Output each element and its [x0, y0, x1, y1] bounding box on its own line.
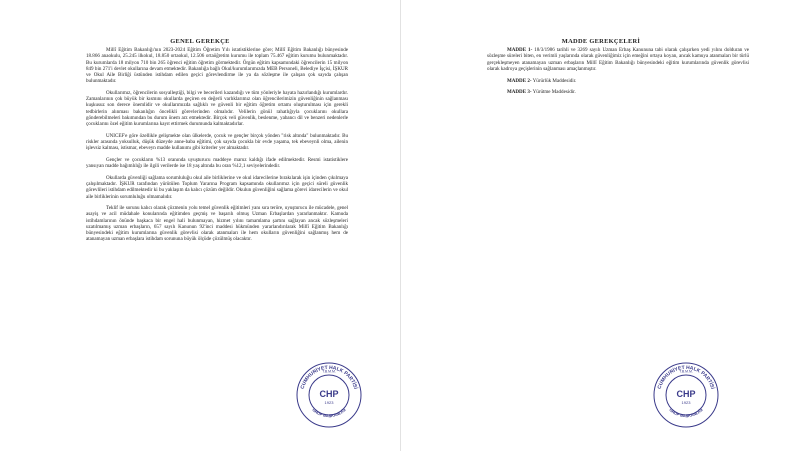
svg-text:CHP: CHP [676, 389, 696, 399]
svg-text:CHP: CHP [319, 389, 339, 399]
article-list [487, 47, 749, 101]
article-label: MADDE 2- [507, 77, 532, 84]
paragraph: UNICEF'e göre özellikle gelişmekte olan ülkelerde, çocuk ve gençler birçok yönden "risk altında" bulunmaktadır. Bu riskler arasında yoksulluk, düşük düzeyde anne-baba eğitimi, çok sayıda çocukla bir evde yaşama, tek ebeveynli olma, ailenin işlevsiz kalması, istismar, ebeveyn madde kullanımı gibi kriterler yer almaktadır. [86, 132, 348, 152]
article-text: Yürürlük Maddesidir. [532, 77, 577, 84]
svg-text:GRUP BAŞKANLIĞI: GRUP BAŞKANLIĞI [668, 407, 704, 419]
svg-text:GRUP BAŞKANLIĞI: GRUP BAŞKANLIĞI [311, 407, 347, 419]
svg-text:1923: 1923 [324, 400, 334, 405]
body-text [86, 47, 348, 248]
party-seal-stamp [294, 360, 364, 430]
article-item [487, 78, 749, 84]
paragraph: Millî Eğitim Bakanlığı'nın 2023-2024 Eğitim Öğretim Yılı istatistiklerine göre; Millî Eğitim Bakanlığı bünyesinde 18.866 anaokulu, 25.245 ilkokul, 18.850 ortaokul, 12.506 ortaöğretim kurumu ile toplam 75.467 eğitim kurumu bulunmaktadır. Bu kurumlarda 18 milyon 710 bin 265 öğrenci eğitim öğretim görmektedir. Örgün eğitim kapsamındaki öğrencilerin 15 milyon 849 bin 271'i devlet okullarına devam etmektedir. Bakanlığa bağlı Okul/kurumlarımızda MEB Personeli, Belediye İşçisi, İŞKUR ve Okul Aile Birliği üstünden istihdam edilen geçici görevlendirme ile ya da sözleşme ile çalışan çok sayıda çalışan bulunmaktadır. [86, 47, 348, 85]
page-title: MADDE GEREKÇELERİ [561, 38, 641, 45]
party-seal-stamp [651, 360, 721, 430]
svg-text:T.B.M.M.: T.B.M.M. [322, 369, 336, 374]
article-item [487, 89, 749, 95]
article-item [487, 47, 749, 72]
document-page-right [400, 0, 800, 451]
svg-text:1923: 1923 [681, 400, 691, 405]
paragraph: Gençler ve çocukların %13 oranında uyuşturucu maddeye maruz kaldığı ifade edilmektedir. Resmi istatistiklere yansıyan madde bağımlılığı ile ilgili verilerde ise 18 yaş altında bu oran %12,1 seviyelerindedir. [86, 156, 348, 170]
svg-text:T.B.M.M.: T.B.M.M. [679, 369, 693, 374]
paragraph: Okullarda güvenliği sağlama sorumluluğu okul aile birliklerine ve okul idarecilerine bırakılarak işin içinden çıkılmaya çalışılmaktadır. İŞKUR tarafından yürütülen Toplum Yararına Program kapsamında okullarımız için geçici süreli güvenlik görevlileri istihdam edilmektedir ki bu yaklaşım da kalıcı çözüm değildir. Okulun güvenliğini sağlama görevi idarecilerin ve okul aile birliklerinin sorumluluğu olmamalıdır. [86, 174, 348, 200]
svg-text:CUMHURİYET HALK PARTİSİ: CUMHURİYET HALK PARTİSİ [656, 364, 716, 390]
paragraph: Okullarımız, öğrencilerin sosyalleştiği, bilgi ve becerileri kazandığı ve tüm yönleriyle hayata hazırlandığı kurumlardır. Zamanlarının çok büyük bir kısmını okullarda geçiren en değerli varlıklarımız olan öğrencilerimizin güvenliğinin sağlanması kuşkusuz son derece önemlidir ve okullarımızda sağlıklı ve güvenli bir eğitim öğretim ortamı oluşturulması için gerekli tedbirlerin alınması bakanlığın öncelikli görevlerinden olmalıdır. Velilerin gönül rahatlığıyla çocuklarını okullara gönderebilmeleri bakımından bu durum önem arz etmektedir. Birçok veli güvenlik, beslenme, yabancı dil ve benzeri nedenlerle çocuklarını özel eğitim kurumlarına kayıt ettirmek durumunda kalmaktadırlar. [86, 89, 348, 128]
page-title: GENEL GEREKÇE [170, 38, 230, 45]
svg-text:CUMHURİYET HALK PARTİSİ: CUMHURİYET HALK PARTİSİ [299, 364, 359, 390]
article-label: MADDE 1- [507, 47, 533, 53]
article-label: MADDE 3- [507, 89, 532, 96]
article-text: 18/3/1986 tarihli ve 3269 sayılı Uzman Erbaş Kanununa tabi olarak çalışırken yedi yılını dolduran ve sözleşme süreleri biten, en verimli yaşlarında olarak güvenliğimiz için emeğini ortaya koyan, ancak kamuya atanmaları bir türlü gerçekleşmeyen atanamayan uzman erbaşların Millî Eğitim Bakanlığı bünyesindeki eğitim kurumlarında güvenlik görevlisi olarak kadroya geçişlerinin sağlanması amaçlanmıştır. [487, 47, 749, 72]
paragraph: Teklif ile sorunu kalıcı olarak çözmenin yolu temel güvenlik eğitimleri yanı sıra teröre, uyuşturucu ile mücadele, genel asayiş ve acil müdahale konularında eğitimden geçmiş ve başarılı olmuş Uzman Erbaşlardan yararlanmaktır. Kamuda istihdamlarının önünde başkaca bir engel hali bulunmayan, hizmet yılını tamamlama şartını sağlayan ancak sözleşmeleri uzatılmamış uzman erbaşların, 657 sayılı Kanunun 92'inci maddesi hükmünden yararlandırılarak Millî Eğitim Bakanlığı bünyesindeki eğitim kurumlarına güvenlik görevlisi olarak atanmaları ile hem okulların güvenliğini sağlanmış hem de atanamayan uzman erbaşlara istihdam sorununa büyük ölçüde çözülmüş olacaktır. [86, 205, 348, 243]
article-text: Yürütme Maddesidir. [532, 89, 576, 96]
